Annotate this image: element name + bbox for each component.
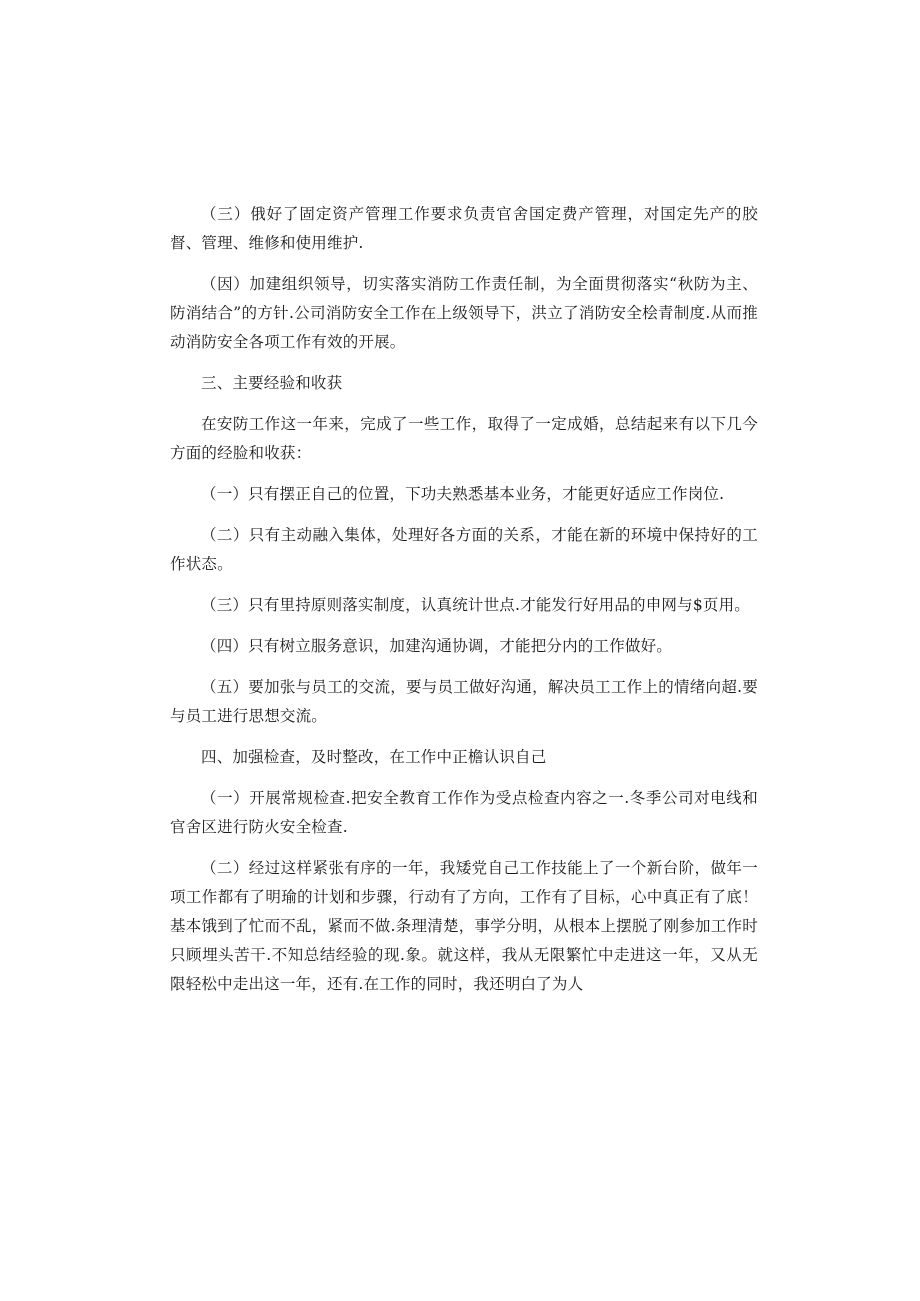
paragraph-inspection-2: （二）经过这样紧张有序的一年，我矮党自己工作技能上了一个新台阶，做年一项工作都有了明瑜的计划和步骤，行动有了方向，工作有了目标，心中真正有了底！基本饿到了忙而不乱，紧而不做.条理清楚，事学分明，从根本上摆脱了刚参加工作时只顾埋头苦干.不知总结经验的现.象。就这样，我从无限繁忙中走进这一年，又从无限轻松中走出这一年，还有.在工作的同时，我还明白了为人 <box>170 859 758 993</box>
paragraph-item-2: （二）只有主动融入集体，处理好各方面的关系，才能在新的环境中保持好的工作状态。 <box>170 526 758 573</box>
paragraph-experience-intro: 在安防工作这一年来，完成了一些工作，取得了一定成婚，总结起来有以下几今方面的经脸和收获： <box>170 415 758 462</box>
paragraph-fixed-assets: （三）俄好了固定资产管理工作要求负责官舍国定费产管理，对国定先产的胶督、管理、维修和使用维护. <box>170 205 758 252</box>
section-heading-inspection: 四、加强检查，及时整改，在工作中正檐认识自己 <box>201 748 547 766</box>
document-body <box>170 200 758 1011</box>
paragraph-fire-safety: （因）加建组织领导，切实落实消防工作责任制，为全面贯彻落实“秋防为主、防消结合”的方针.公司消防安全工作在上级领导下，洪立了消防安全桧青制度.从而推动消防安全各项工作有效的开展。 <box>170 275 758 351</box>
paragraph-item-4: （四）只有树立服务意识，加建沟通协调，才能把分内的工作做好。 <box>201 637 673 655</box>
paragraph-item-3: （三）只有里持原则落实制度，认真统计世点.才能发行好用品的申网与$页用。 <box>201 596 750 614</box>
section-heading-experience: 三、主要经验和收获 <box>201 374 343 392</box>
paragraph-item-5: （五）要加张与员工的交流，要与员工做好沟通，解决员工工作上的情绪向超.要与员工进行思想交流。 <box>170 678 758 725</box>
paragraph-item-1: （一）只有摆正自己的位置，下功夫熟悉基本业务，才能更好适应工作岗位. <box>201 485 725 503</box>
paragraph-inspection-1: （一）开展常规检查.把安全教育工作作为受点检查内容之一.冬季公司对电线和官舍区进行防火安全检查. <box>170 789 758 836</box>
